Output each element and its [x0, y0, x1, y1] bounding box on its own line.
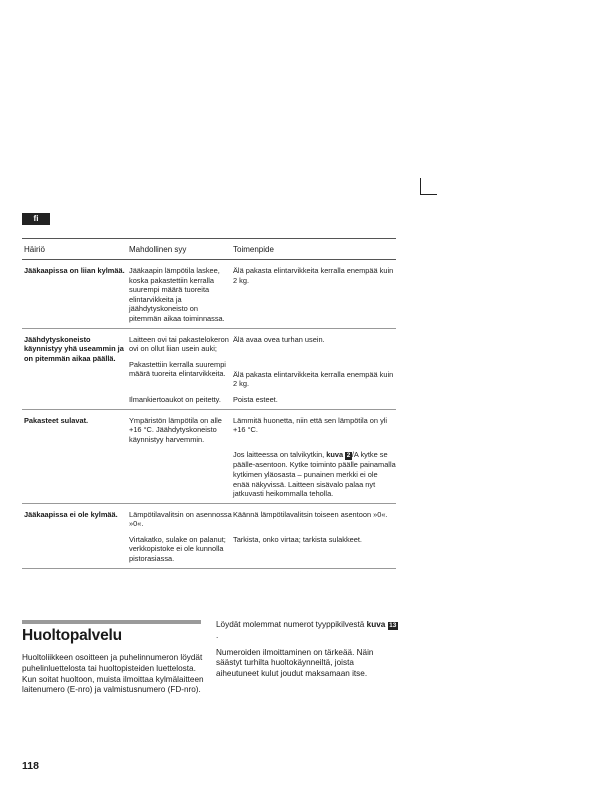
cause-cell: Pakastettiin kerralla suurempi määrä tuoreita elintarvikkeita.	[129, 359, 226, 379]
table-row	[22, 260, 396, 329]
cause-cell: Jääkaapin lämpötila laskee, koska pakastettiin kerralla suurempi määrä tuoreita elintarvikkeita ja jäähdytyskoneisto on pitemmän aikaa toiminnassa.	[129, 266, 225, 323]
paragraph-text: .	[216, 630, 219, 640]
solution-text: /A kytke se päälle-asentoon. Kytke toiminto päälle painamalla kytkimen yläosasta – punainen merkki ei ole enää näkyvissä. Laitteen sisävalo palaa nyt jatkuvasti heikommalla teholla.	[233, 450, 396, 499]
section-rule	[22, 620, 201, 624]
solution-cell: Käännä lämpötilavalitsin toiseen asentoon »0«.	[233, 509, 388, 519]
fault-cell: Jääkaapissa ei ole kylmää.	[24, 509, 118, 519]
service-paragraph	[216, 620, 398, 642]
fault-cell: Jäähdytyskoneisto käynnistyy yhä useammin ja on pitemmän aikaa päällä.	[24, 334, 124, 363]
header-fault: Häiriö	[24, 245, 45, 254]
fault-cell: Jääkaapissa on liian kylmää.	[24, 266, 125, 275]
section-title: Huoltopalvelu	[22, 627, 122, 644]
header-cause: Mahdollinen syy	[129, 245, 187, 254]
figure-number-badge: 2	[346, 452, 351, 460]
service-paragraph: Numeroiden ilmoittaminen on tärkeää. Näin säästyt turhilta huoltokäynneiltä, joista aiheutuneet kulut joudut maksamaan itse.	[216, 647, 374, 679]
header-solution: Toimenpide	[233, 245, 274, 254]
troubleshooting-table	[22, 238, 396, 569]
cause-solution-pair	[128, 450, 396, 498]
solution-cell: Poista esteet.	[233, 394, 278, 404]
solution-text: Jos laitteessa on talvikytkin,	[233, 450, 325, 460]
solution-cell: Älä avaa ovea turhan usein.	[233, 334, 325, 344]
cause-cell: Lämpötilavalitsin on asennossa »0«.	[129, 509, 232, 529]
solution-cell: Tarkista, onko virtaa; tarkista sulakkeet.	[233, 534, 362, 544]
figure-reference: kuva	[326, 450, 344, 460]
table-row	[22, 504, 396, 569]
cause-cell: Laitteen ovi tai pakastelokeron ovi on ollut liian usein auki;	[129, 334, 229, 354]
table-row	[22, 410, 396, 504]
cause-solution-pair	[128, 395, 396, 405]
cause-solution-pair	[128, 335, 396, 354]
service-right-column	[216, 620, 398, 686]
cause-solution-pair	[128, 416, 396, 445]
cause-cell: Virtakatko, sulake on palanut; verkkopistoke ei ole kunnolla pistorasiassa.	[129, 534, 226, 564]
crop-corner-mark	[420, 178, 437, 195]
solution-cell: Älä pakasta elintarvikkeita kerralla enempää kuin 2 kg.	[233, 369, 394, 389]
figure-reference: kuva	[366, 620, 386, 629]
solution-cell: Älä pakasta elintarvikkeita kerralla enempää kuin 2 kg.	[233, 266, 394, 285]
solution-cell	[232, 450, 396, 498]
solution-cell: Lämmitä huonetta, niin että sen lämpötila on yli +16 °C.	[233, 415, 388, 435]
fault-cell: Pakasteet sulavat.	[24, 415, 89, 425]
figure-number-badge: 13	[389, 622, 397, 629]
table-row	[22, 329, 396, 410]
service-paragraph: Huoltoliikkeen osoitteen ja puhelinnumeron löydät puhelinluettelosta tai huoltopisteiden luettelosta. Kun soitat huoltoon, muista ilmoittaa kylmälaitteen laitenumero (E-nro) ja valmistusnumero (FD-nro).	[22, 653, 204, 695]
paragraph-text: Löydät molemmat numerot tyyppikilvestä	[216, 620, 365, 629]
cause-solution-pair	[128, 266, 396, 324]
cause-solution-pair	[128, 510, 396, 529]
table-header-row	[22, 239, 396, 260]
cause-cell	[128, 450, 232, 498]
cause-solution-pair	[128, 535, 396, 564]
cause-solution-pair	[128, 360, 396, 389]
cause-cell: Ympäristön lämpötila on alle +16 °C. Jäähdytyskoneisto käynnistyy harvemmin.	[129, 415, 222, 444]
cause-cell: Ilmankiertoaukot on peitetty.	[129, 394, 221, 404]
language-badge: fi	[22, 213, 50, 225]
page-number: 118	[22, 760, 39, 772]
